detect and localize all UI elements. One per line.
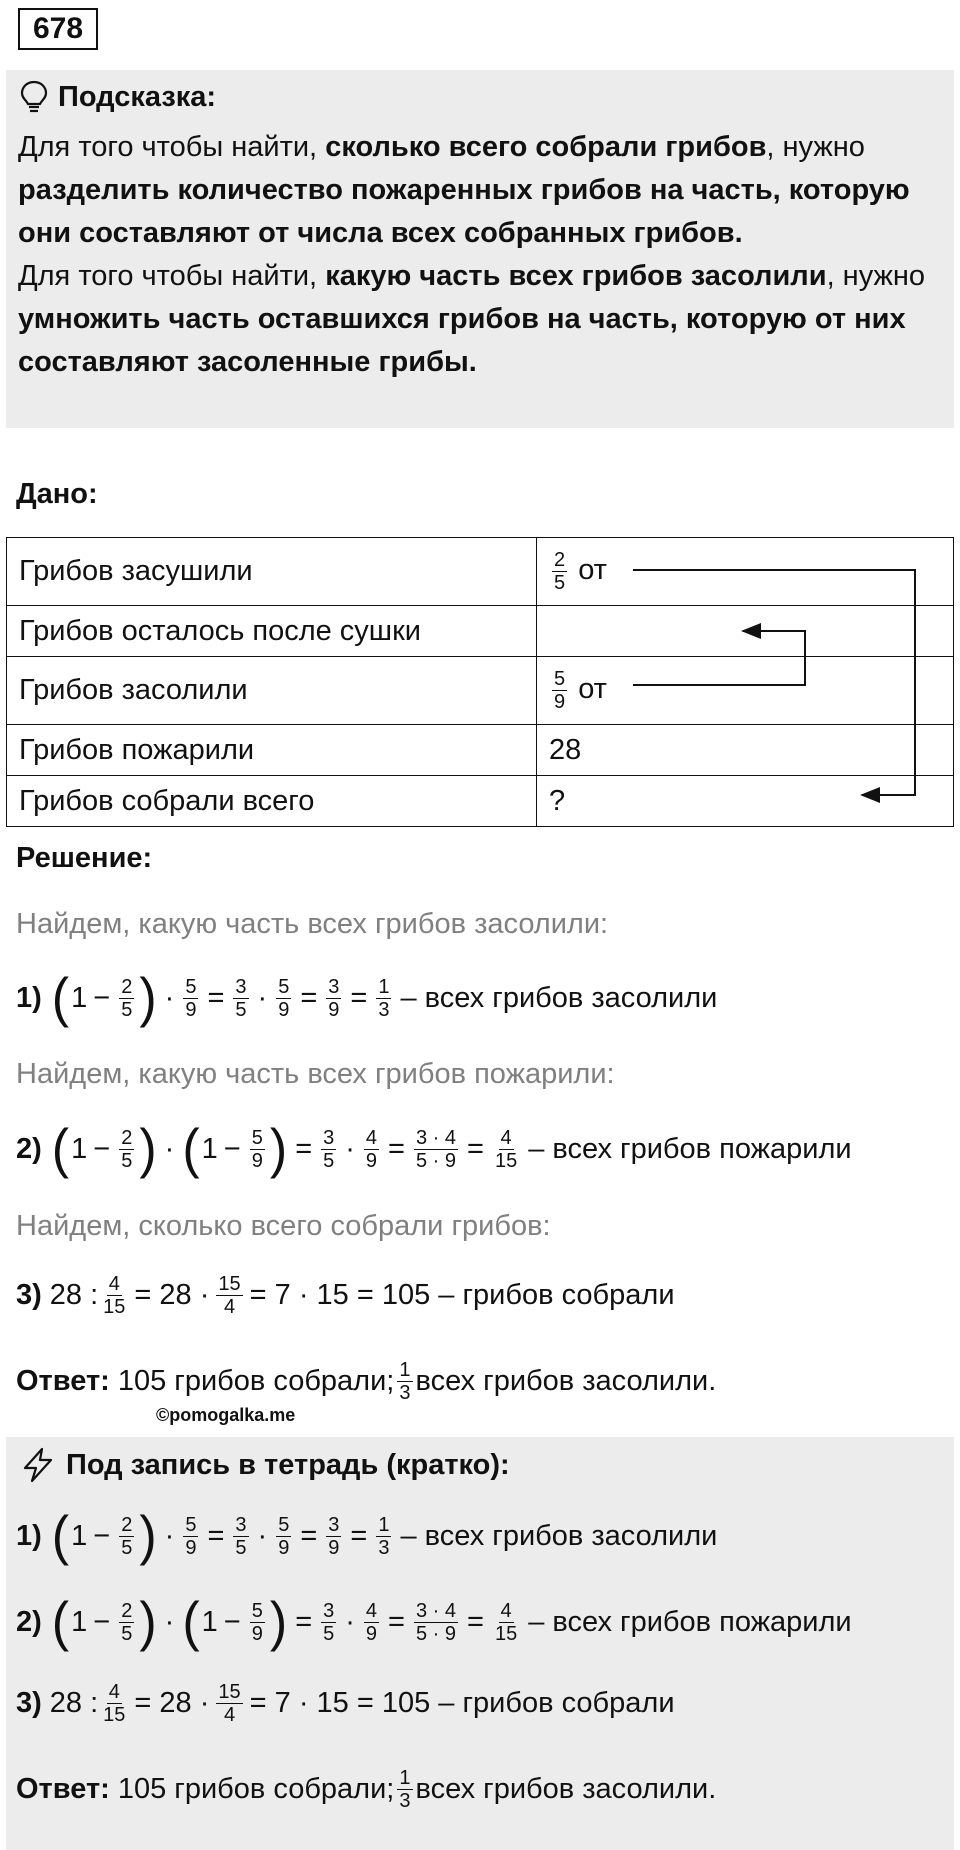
fraction: $\frac{5}{9}$ <box>554 668 566 713</box>
fraction: $\frac{15}{4}$ <box>218 1681 241 1726</box>
arrow-dried-to-total <box>633 570 915 795</box>
fraction: $\frac{5}{9}$ <box>185 975 197 1021</box>
step-2 <box>16 1118 852 1180</box>
step-3-text: = 7 · 15 = 105 – грибов собрали <box>249 1279 675 1311</box>
op: = <box>467 1132 484 1165</box>
step-2-label: 2) <box>16 1605 42 1638</box>
fraction: $\frac{3}{5}$ <box>235 1513 247 1559</box>
op: − <box>223 1132 241 1165</box>
fraction: $\frac{5}{9}$ <box>251 1599 263 1645</box>
row-suffix: от <box>578 673 607 706</box>
step-hint-1: Найдем, какую часть всех грибов засолили: <box>16 908 609 940</box>
op: = <box>295 1132 313 1165</box>
answer-part-a: 105 грибов собрали; <box>117 1365 395 1397</box>
hint-title: Подсказка: <box>58 80 217 113</box>
row-suffix: от <box>578 554 607 587</box>
hint-p1-d: разделить количество пожаренных грибов на часть, которую они составляют от числа всех собранных грибов. <box>18 174 910 249</box>
fraction: $\frac{4}{15}$ <box>494 1126 518 1172</box>
fraction: $\frac{3}{9}$ <box>328 975 340 1021</box>
paren-open: ( <box>51 1505 70 1567</box>
step-hint-3: Найдем, сколько всего собрали грибов: <box>16 1210 551 1242</box>
paren-open: ( <box>51 1591 70 1653</box>
term: 1 <box>71 1132 88 1165</box>
op: − <box>93 981 111 1014</box>
fraction: $\frac{3}{5}$ <box>235 975 247 1021</box>
op: = <box>300 1519 318 1552</box>
step-1-text: – всех грибов засолили <box>400 981 718 1014</box>
paren-close: ) <box>269 1118 288 1180</box>
op: − <box>223 1605 241 1638</box>
brief-header <box>20 1447 510 1483</box>
answer-label: Ответ: <box>16 1365 110 1397</box>
op: · <box>257 981 268 1014</box>
op: = <box>350 1519 368 1552</box>
problem-number: 678 <box>18 8 98 50</box>
fraction: $\frac{5}{9}$ <box>278 1513 290 1559</box>
fraction: $\frac{2}{5}$ <box>121 1513 133 1559</box>
answer <box>16 1360 716 1403</box>
hint-p2-c: , нужно <box>826 260 926 292</box>
lightning-icon <box>20 1447 56 1483</box>
op: − <box>93 1519 111 1552</box>
op: · <box>164 1519 175 1552</box>
fraction: $\frac{3 \cdot 4}{5 \cdot 9}$ <box>415 1599 457 1645</box>
step-3 <box>16 1274 675 1317</box>
row-label: Грибов пожарили <box>7 725 537 776</box>
term: 1 <box>201 1605 218 1638</box>
paren-close: ) <box>269 1591 288 1653</box>
fraction: $\frac{3}{5}$ <box>323 1599 335 1645</box>
brief-answer <box>16 1768 716 1811</box>
step-hint-2: Найдем, какую часть всех грибов пожарили: <box>16 1058 615 1090</box>
op: · <box>164 981 175 1014</box>
answer-part-b: всех грибов засолили. <box>415 1773 717 1805</box>
step-1-text: – всех грибов засолили <box>400 1519 718 1552</box>
op: = <box>207 981 225 1014</box>
brief-title: Под запись в тетрадь (кратко): <box>66 1448 510 1481</box>
brief-step-2 <box>16 1591 852 1653</box>
term: 28 : <box>49 1687 99 1719</box>
fraction: $\frac{15}{4}$ <box>218 1273 241 1318</box>
paren-open: ( <box>51 967 70 1029</box>
solution-label: Решение: <box>16 842 153 874</box>
answer-label: Ответ: <box>16 1773 110 1805</box>
op: = <box>350 981 368 1014</box>
op: = <box>300 981 318 1014</box>
hint-p1-b: сколько всего собрали грибов <box>325 131 767 163</box>
fraction: $\frac{3 \cdot 4}{5 \cdot 9}$ <box>415 1126 457 1172</box>
step-1-label: 1) <box>16 1519 42 1552</box>
step-2-label: 2) <box>16 1132 42 1165</box>
term: 28 : <box>49 1279 99 1311</box>
paren-close: ) <box>139 1591 157 1653</box>
fraction: $\frac{4}{15}$ <box>103 1681 126 1726</box>
fraction: $\frac{2}{5}$ <box>121 975 133 1021</box>
fraction: $\frac{5}{9}$ <box>251 1126 263 1172</box>
term: 1 <box>71 981 88 1014</box>
step-1 <box>16 967 718 1029</box>
fraction: $\frac{1}{3}$ <box>399 1767 411 1812</box>
fraction: $\frac{2}{5}$ <box>121 1126 133 1172</box>
credit: ©pomogalka.me <box>156 1405 296 1425</box>
fraction: $\frac{1}{3}$ <box>399 1359 411 1404</box>
op: − <box>93 1132 111 1165</box>
op: = <box>207 1519 225 1552</box>
fraction: $\frac{2}{5}$ <box>554 549 566 594</box>
term: 1 <box>71 1605 88 1638</box>
fraction: $\frac{5}{9}$ <box>185 1513 197 1559</box>
op: = <box>388 1605 405 1638</box>
row-value: ? <box>537 776 954 827</box>
row-label: Грибов засолили <box>7 657 537 725</box>
brief-step-3 <box>16 1682 675 1725</box>
row-label: Грибов засушили <box>7 538 537 606</box>
paren-close: ) <box>139 1118 157 1180</box>
op: · <box>345 1132 355 1165</box>
op: · <box>345 1605 355 1638</box>
fraction: $\frac{1}{3}$ <box>378 1513 390 1559</box>
step-1-label: 1) <box>16 981 42 1014</box>
step-2-text: – всех грибов пожарили <box>528 1605 852 1638</box>
fraction: $\frac{4}{15}$ <box>103 1273 126 1318</box>
fraction: $\frac{4}{9}$ <box>365 1126 378 1172</box>
paren-open: ( <box>51 1118 70 1180</box>
answer-part-b: всех грибов засолили. <box>415 1365 717 1397</box>
fraction: $\frac{4}{15}$ <box>494 1599 518 1645</box>
fraction: $\frac{1}{3}$ <box>378 975 390 1021</box>
brief-step-1 <box>16 1505 718 1567</box>
fraction: $\frac{4}{9}$ <box>365 1599 378 1645</box>
paren-open: ( <box>182 1591 200 1653</box>
term: 1 <box>201 1132 218 1165</box>
op: = <box>295 1605 313 1638</box>
hint-p2-b: какую часть всех грибов засолили <box>325 260 827 292</box>
op: − <box>93 1605 111 1638</box>
step-3-label: 3) <box>16 1687 42 1719</box>
op: · <box>257 1519 268 1552</box>
term: = 28 · <box>134 1687 210 1719</box>
given-label: Дано: <box>16 478 98 510</box>
hint-p1-a: Для того чтобы найти, <box>18 131 326 163</box>
term: 1 <box>71 1519 88 1552</box>
op: = <box>388 1132 405 1165</box>
hint-p2-a: Для того чтобы найти, <box>18 260 326 292</box>
op: · <box>164 1132 175 1165</box>
hint-p2-d: умножить часть оставшихся грибов на часть, которую от них составляют засоленные грибы. <box>18 303 906 378</box>
paren-close: ) <box>139 1505 157 1567</box>
answer-part-a: 105 грибов собрали; <box>117 1773 395 1805</box>
hint-p1-c: , нужно <box>766 131 865 163</box>
fraction: $\frac{5}{9}$ <box>278 975 290 1021</box>
row-label: Грибов осталось после сушки <box>7 606 537 657</box>
term: = 28 · <box>134 1279 210 1311</box>
paren-open: ( <box>182 1118 200 1180</box>
op: = <box>467 1605 484 1638</box>
step-2-text: – всех грибов пожарили <box>528 1132 852 1165</box>
step-3-label: 3) <box>16 1279 42 1311</box>
row-label: Грибов собрали всего <box>7 776 537 827</box>
fraction: $\frac{3}{5}$ <box>323 1126 335 1172</box>
row-value: 28 <box>537 725 954 776</box>
fraction: $\frac{3}{9}$ <box>328 1513 340 1559</box>
step-3-text: = 7 · 15 = 105 – грибов собрали <box>249 1687 675 1719</box>
op: · <box>164 1605 175 1638</box>
fraction: $\frac{2}{5}$ <box>121 1599 133 1645</box>
paren-close: ) <box>139 967 157 1029</box>
arrow-salted-to-remaining <box>633 631 805 685</box>
